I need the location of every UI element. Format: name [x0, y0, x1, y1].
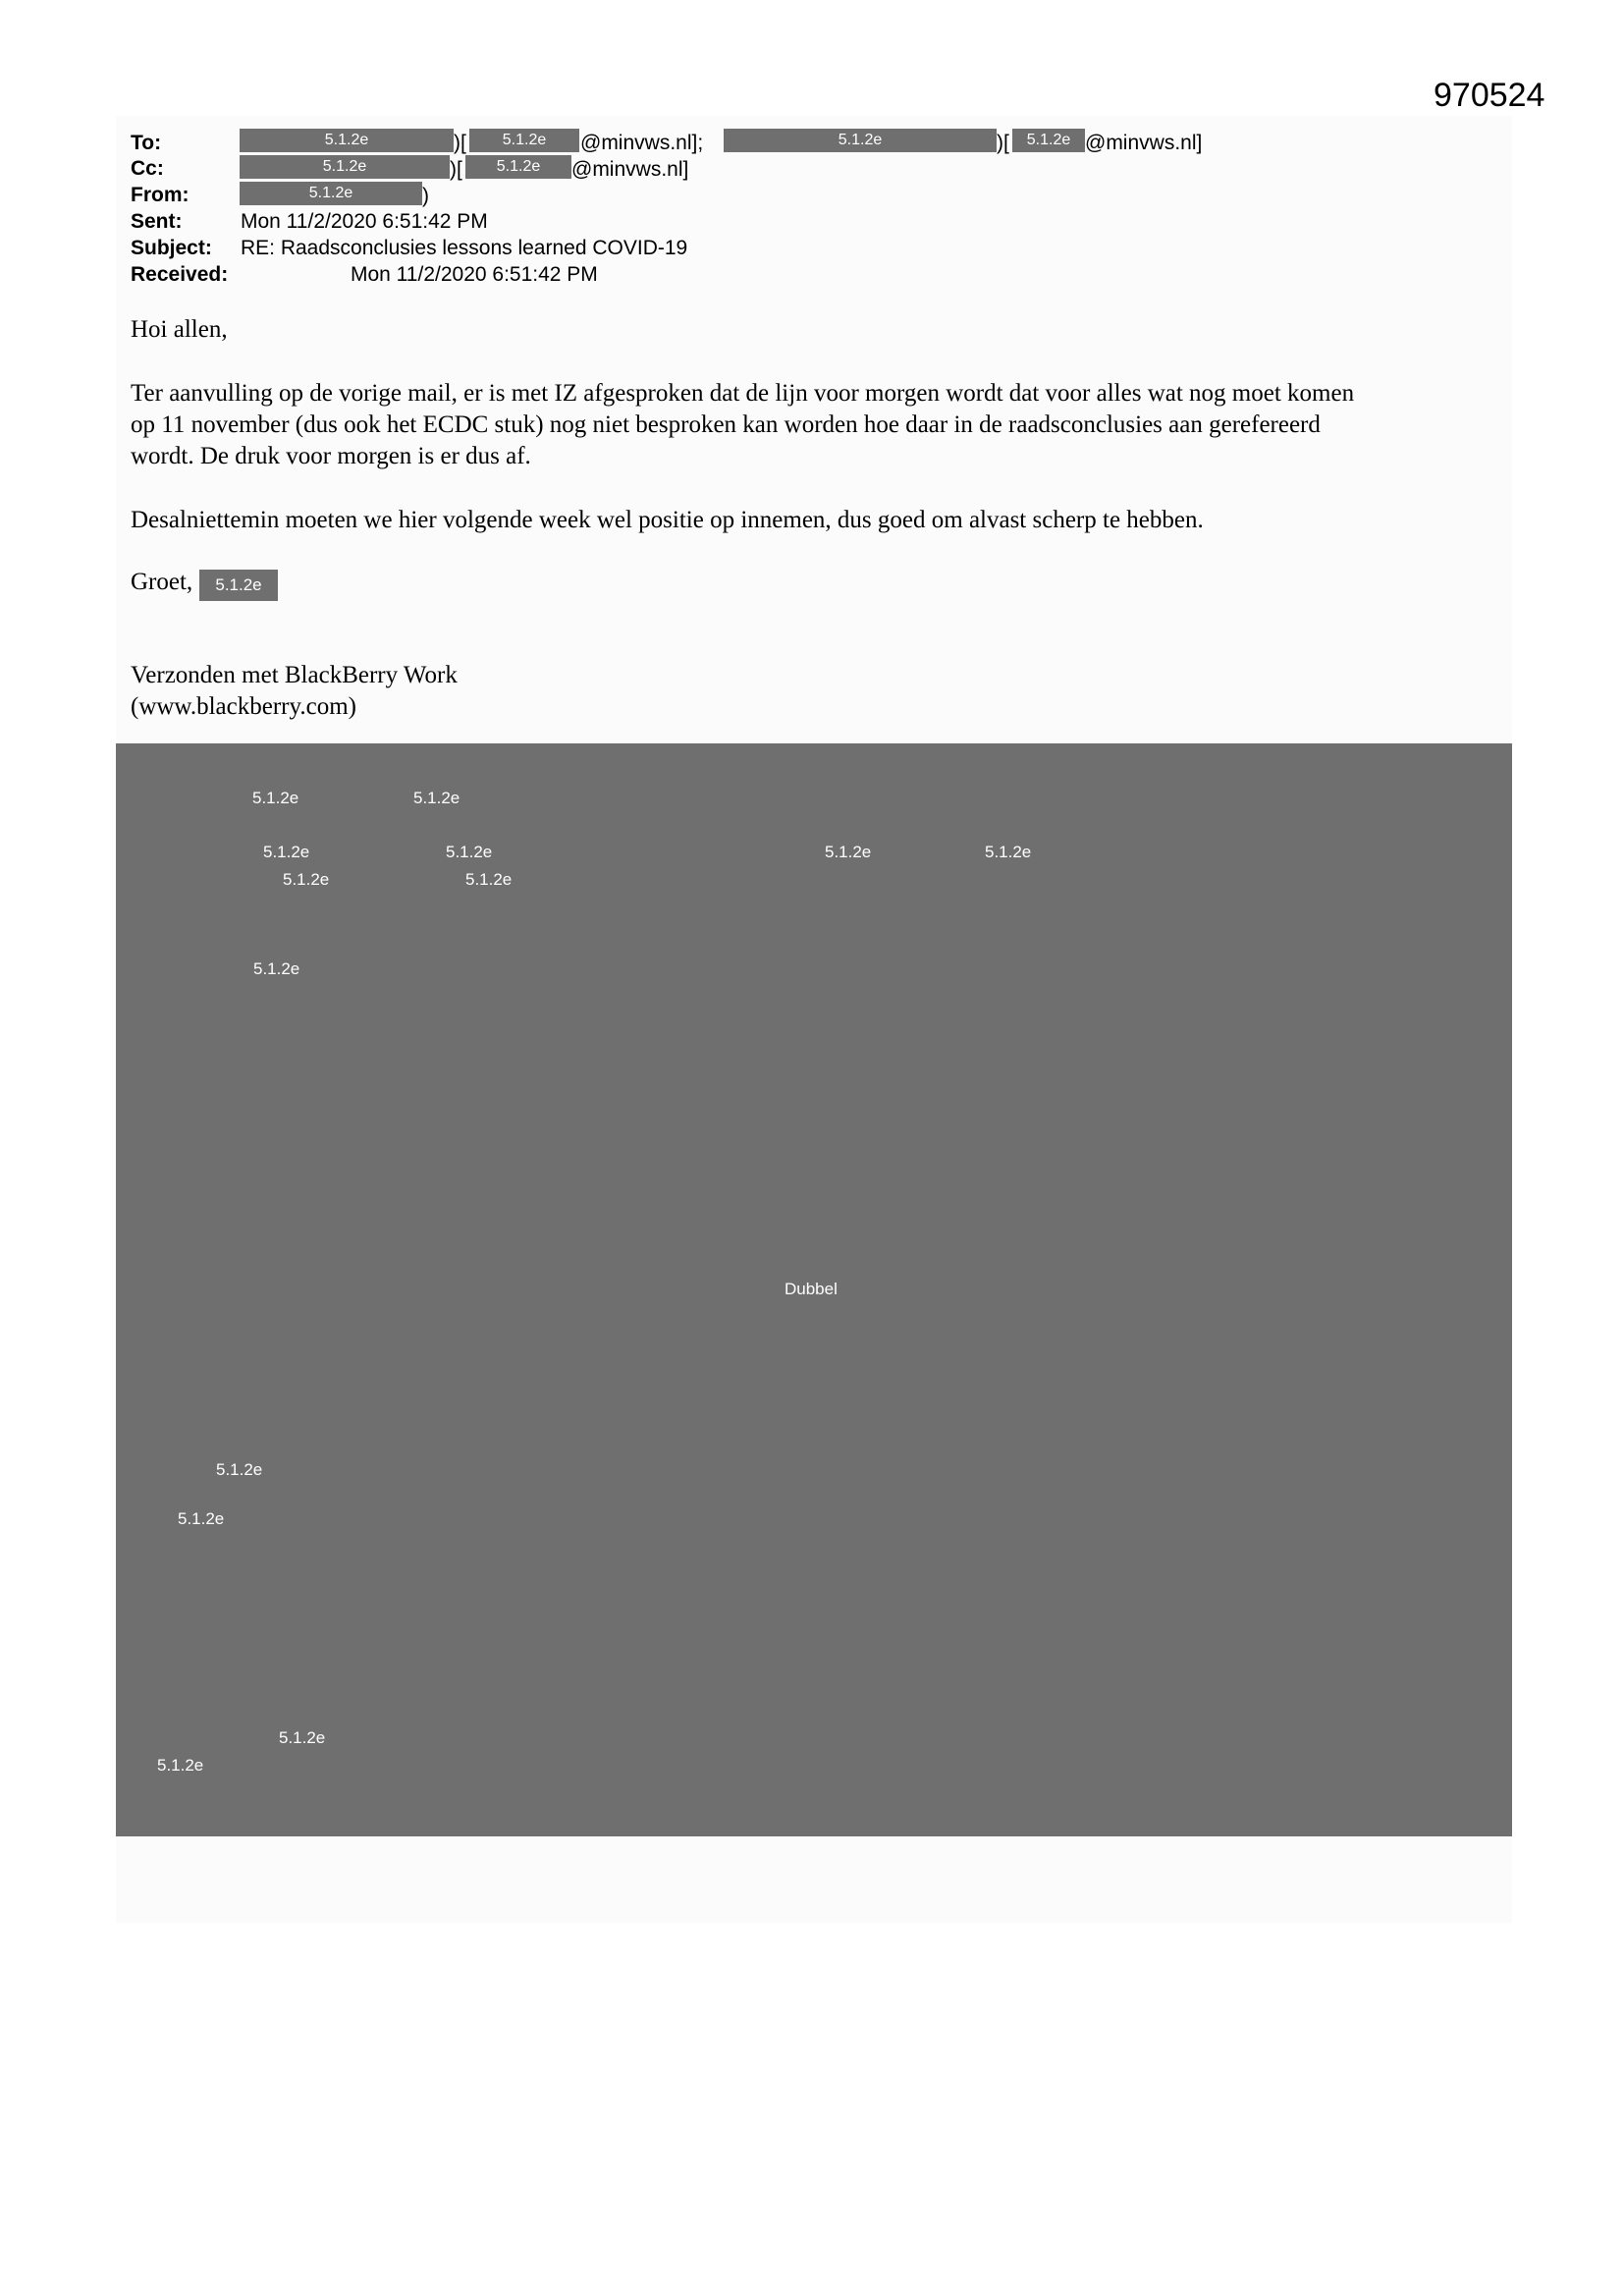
paragraph-1-line-1: Ter aanvulling op de vorige mail, er is met IZ afgesproken dat de lijn voor morgen wordt dat voor alles wat nog moet komen [131, 380, 1355, 407]
document-number: 970524 [1434, 77, 1545, 114]
subject-value: RE: Raadsconclusies lessons learned COVID-19 [241, 237, 688, 259]
redaction-code-label: 5.1.2e [465, 870, 513, 889]
to-separator-2: )[ [997, 132, 1009, 154]
sent-value: Mon 11/2/2020 6:51:42 PM [241, 210, 488, 233]
signoff: Groet, [131, 569, 193, 595]
redaction-to-name-1: 5.1.2e [240, 129, 454, 152]
redaction-code-label: 5.1.2e [825, 843, 872, 861]
sent-label: Sent: [131, 210, 183, 233]
cc-separator: )[ [450, 158, 462, 181]
received-label: Received: [131, 263, 229, 286]
redaction-cc-user: 5.1.2e [465, 155, 571, 179]
to-separator-1: )[ [454, 132, 466, 154]
redaction-code-label: 5.1.2e [157, 1756, 204, 1775]
redaction-code-label: 5.1.2e [279, 1728, 326, 1747]
redaction-to-user-2: 5.1.2e [1012, 129, 1085, 152]
redaction-code-label: 5.1.2e [263, 843, 310, 861]
redaction-to-user-1: 5.1.2e [469, 129, 579, 152]
redaction-code-label: 5.1.2e [283, 870, 330, 889]
subject-label: Subject: [131, 237, 212, 259]
signature-line-2: (www.blackberry.com) [131, 693, 356, 720]
greeting: Hoi allen, [131, 316, 228, 343]
from-label: From: [131, 184, 189, 206]
redaction-signature-name: 5.1.2e [199, 570, 278, 601]
to-domain-2: @minvws.nl] [1085, 132, 1203, 154]
paragraph-1-line-3: wordt. De druk voor morgen is er dus af. [131, 443, 531, 469]
cc-label: Cc: [131, 157, 164, 180]
paragraph-2: Desalniettemin moeten we hier volgende week wel positie op innemen, dus goed om alvast scherp te hebben. [131, 507, 1204, 533]
from-close-paren: ) [422, 185, 429, 207]
paragraph-1-line-2: op 11 november (dus ook het ECDC stuk) nog niet besproken kan worden hoe daar in de raadsconclusies aan gerefereerd [131, 411, 1321, 438]
to-label: To: [131, 132, 162, 154]
redaction-code-label: 5.1.2e [178, 1509, 225, 1528]
to-domain-1: @minvws.nl]; [580, 132, 704, 154]
redaction-code-label: 5.1.2e [252, 789, 299, 807]
redaction-from-name: 5.1.2e [240, 182, 422, 205]
redaction-code-label: 5.1.2e [413, 789, 460, 807]
redaction-code-label: 5.1.2e [985, 843, 1032, 861]
signature-line-1: Verzonden met BlackBerry Work [131, 662, 458, 688]
redaction-to-name-2: 5.1.2e [724, 129, 997, 152]
redaction-code-label: 5.1.2e [216, 1460, 263, 1479]
redaction-center-label: Dubbel [785, 1280, 838, 1298]
received-value: Mon 11/2/2020 6:51:42 PM [351, 263, 598, 286]
redaction-cc-name: 5.1.2e [240, 155, 450, 179]
redaction-code-label: 5.1.2e [446, 843, 493, 861]
redaction-code-label: 5.1.2e [253, 959, 300, 978]
cc-domain: @minvws.nl] [571, 158, 689, 181]
